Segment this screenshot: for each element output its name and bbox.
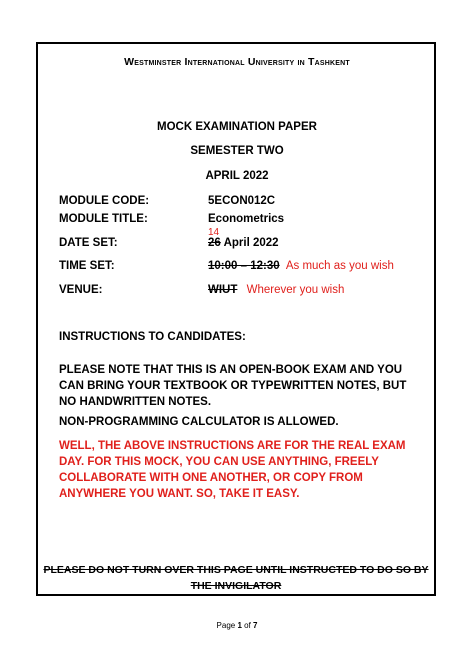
exam-title: MOCK EXAMINATION PAPER	[157, 121, 317, 133]
calculator-note: NON-PROGRAMMING CALCULATOR IS ALLOWED.	[59, 416, 339, 428]
invigilator-warning: PLEASE DO NOT TURN OVER THIS PAGE UNTIL INSTRUCTED TO DO SO BY THE INVIGILATOR	[43, 564, 429, 592]
venue-value	[208, 284, 344, 296]
page-of: of	[241, 621, 254, 630]
semester: SEMESTER TWO	[190, 145, 284, 157]
date-correction: 14	[208, 227, 220, 238]
open-book-note: PLEASE NOTE THAT THIS IS AN OPEN-BOOK EXAM AND YOU CAN BRING YOUR TEXTBOOK OR TYPEWRITTEN NOTES, BUT NO HANDWRITTEN NOTES.	[59, 364, 407, 408]
date-set-struck-day: 26	[208, 237, 221, 249]
mock-note: WELL, THE ABOVE INSTRUCTIONS ARE FOR THE REAL EXAM DAY. FOR THIS MOCK, YOU CAN USE ANYTHING, FREELY COLLABORATE WITH ONE ANOTHER, OR COPY FROM ANYWHERE YOU WANT. SO, TAKE IT EASY.	[59, 440, 406, 500]
time-set-struck: 10:00 – 12:30	[208, 260, 280, 272]
module-title-label: MODULE TITLE:	[59, 213, 148, 225]
module-code-value: 5ECON012C	[208, 195, 276, 207]
exam-date: APRIL 2022	[205, 170, 269, 182]
date-set-label: DATE SET:	[59, 237, 118, 249]
university-name: Westminster International University in Tashkent	[124, 56, 350, 68]
module-code-label: MODULE CODE:	[59, 195, 150, 207]
page-number	[0, 621, 474, 630]
date-set-value	[208, 237, 279, 249]
time-set-note: As much as you wish	[285, 260, 394, 272]
instructions-heading: INSTRUCTIONS TO CANDIDATES:	[59, 331, 246, 343]
date-set-rest: April 2022	[220, 237, 279, 249]
page-total: 7	[253, 621, 258, 630]
venue-label: VENUE:	[59, 284, 103, 296]
venue-note: Wherever you wish	[246, 284, 345, 296]
time-set-label: TIME SET:	[59, 260, 115, 272]
time-set-value	[208, 260, 394, 272]
page-prefix: Page	[216, 621, 238, 630]
page-current: 1	[237, 621, 242, 630]
venue-struck: WIUT	[208, 284, 238, 296]
module-title-value: Econometrics	[208, 213, 285, 225]
